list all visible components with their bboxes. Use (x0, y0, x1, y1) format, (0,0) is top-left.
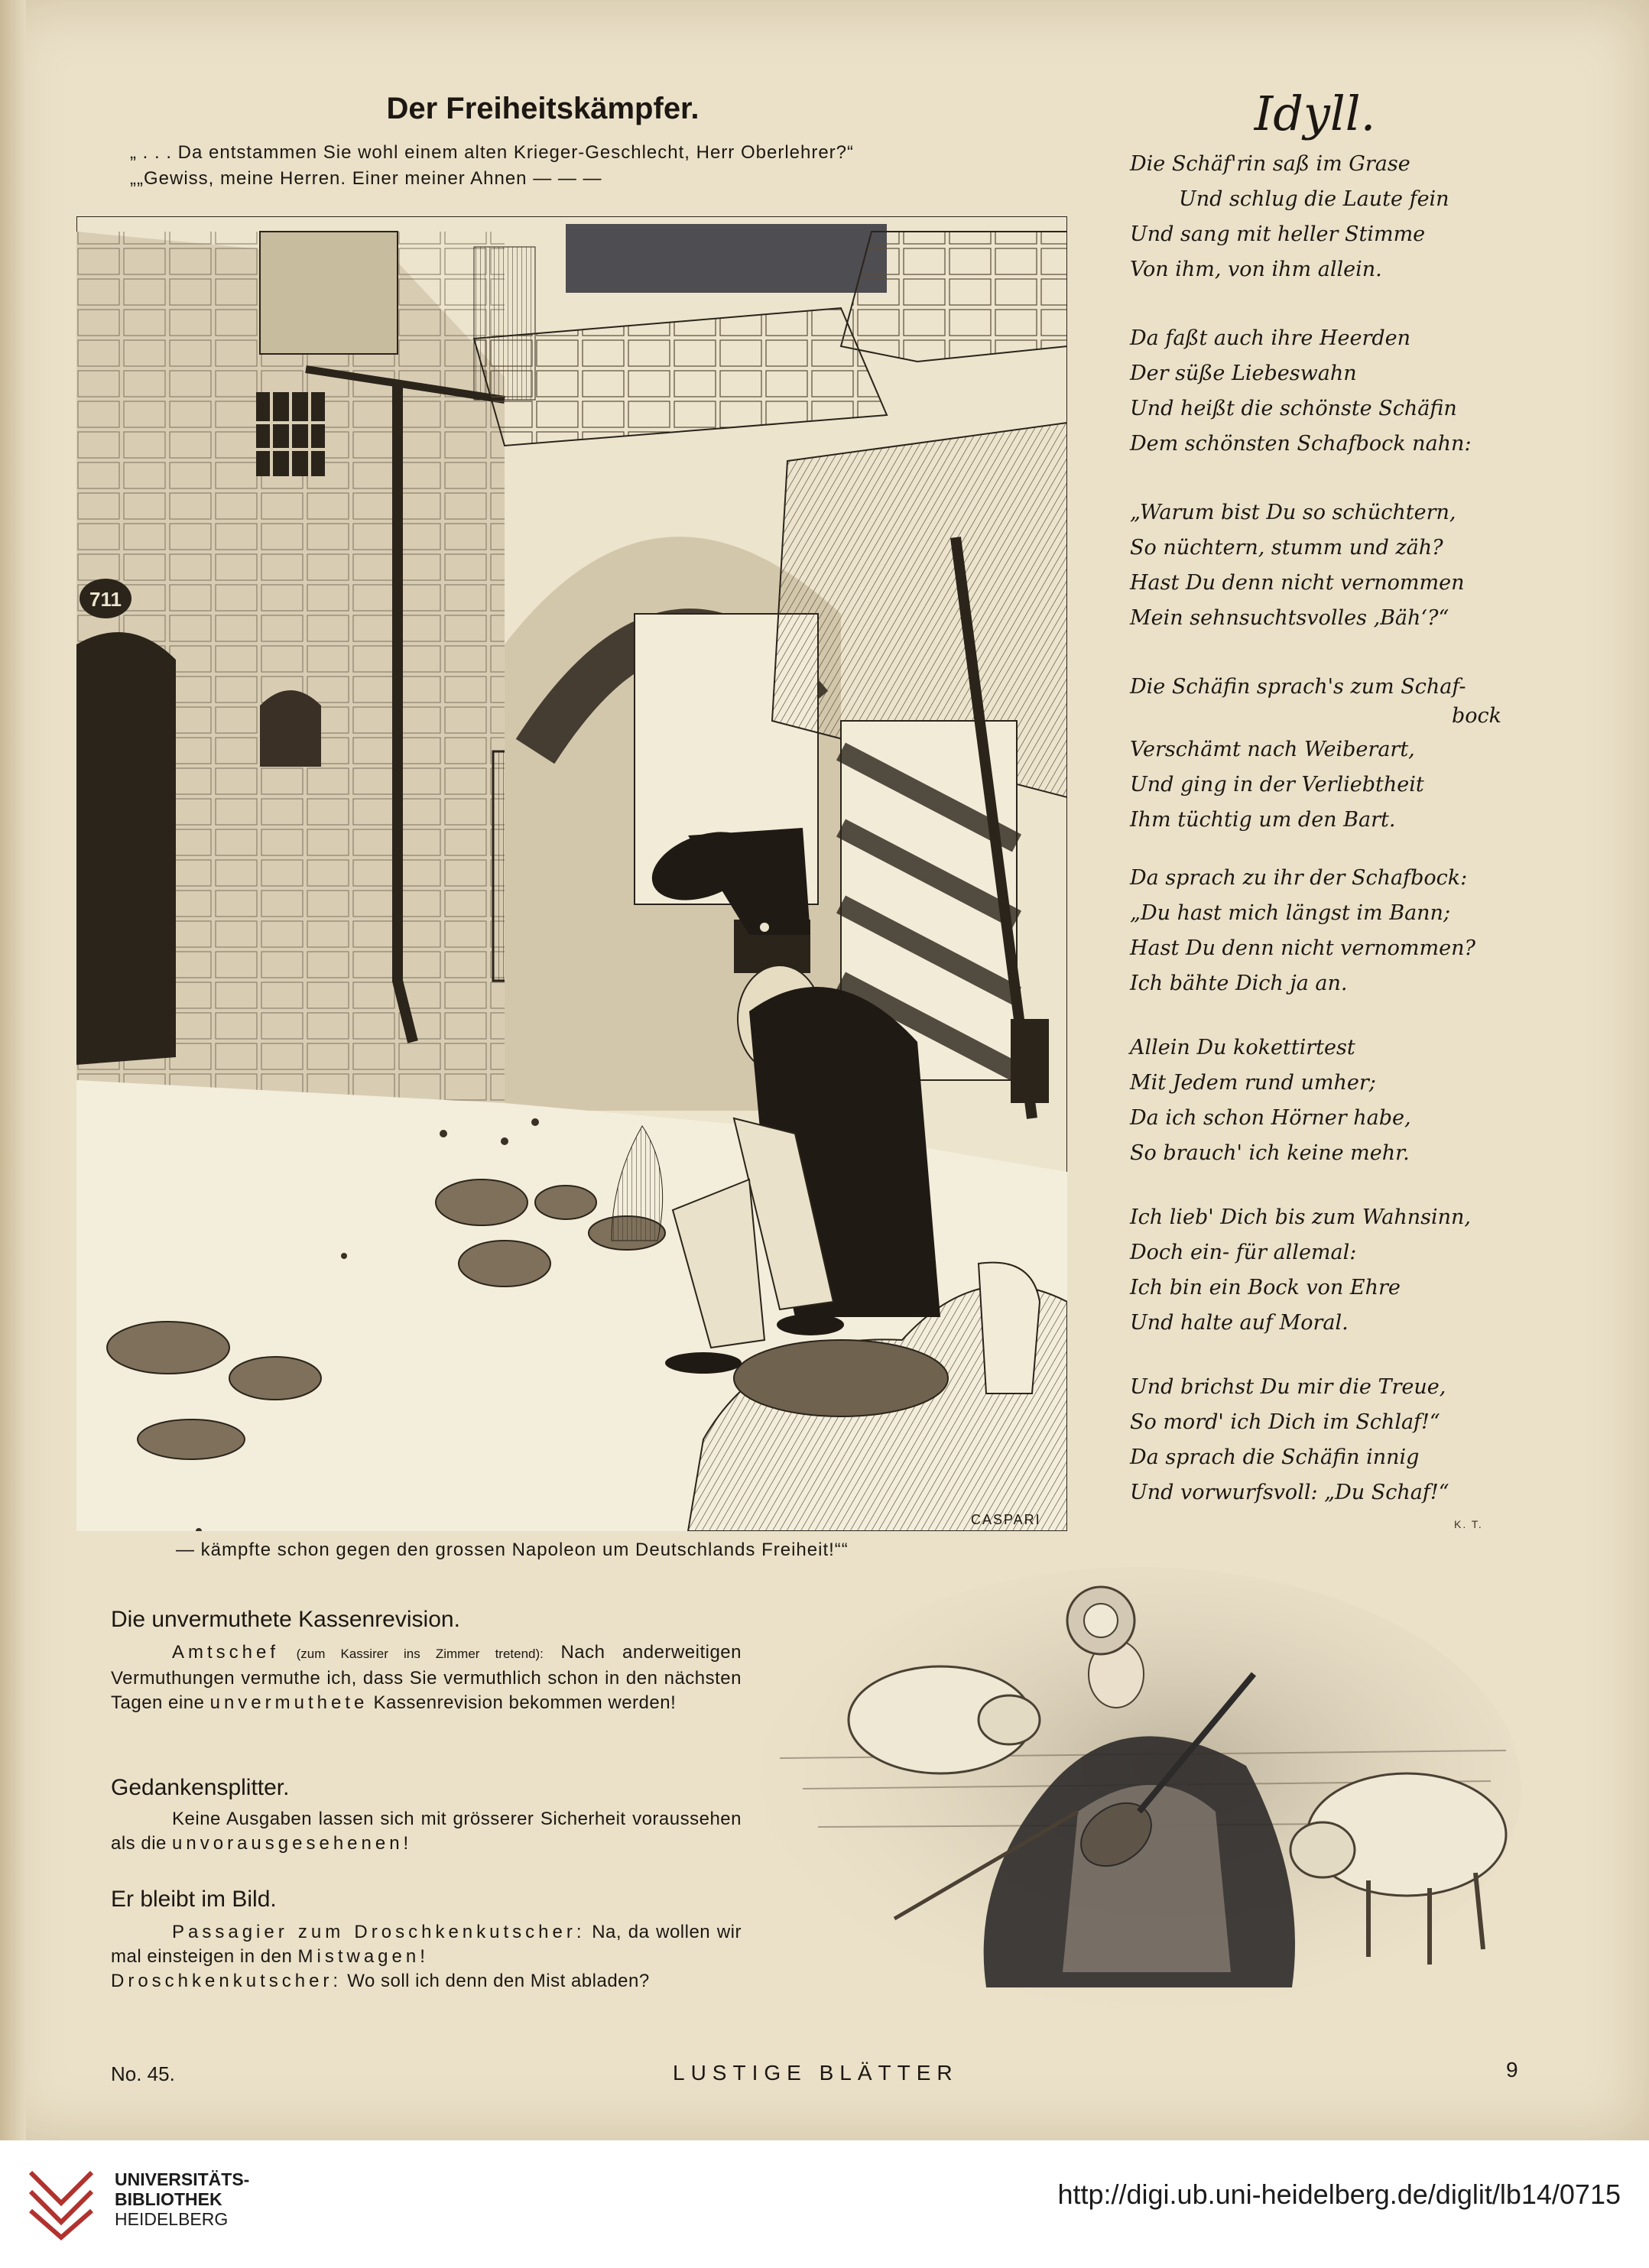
body-text: Keine Ausgaben lassen sich mit grösserer Sicherheit voraussehen als die (111, 1809, 742, 1854)
body-text: Nach anderweitigen Vermuthungen vermuthe ich, dass Sie vermuthlich schon in den nächsten Tagen eine (111, 1642, 742, 1713)
section-heading: Er bleibt im Bild. (111, 1887, 277, 1912)
poem-line: Die Schäf'rin saß im Grase (1130, 152, 1410, 176)
poem-line: Und brichst Du mir die Treue, (1130, 1375, 1446, 1399)
cartoon-dialog-line-1: „ . . . Da entstammen Sie wohl einem alten Krieger-Geschlecht, Herr Oberlehrer?“ (130, 142, 855, 163)
poem-line: Ich lieb' Dich bis zum Wahnsinn, (1130, 1205, 1471, 1229)
emphasis: unvermuthete (209, 1692, 368, 1713)
poem-line: Da sprach zu ihr der Schafbock: (1130, 866, 1468, 890)
cartoon-dialog-line-2: „„Gewiss, meine Herren. Einer meiner Ahnen — — — (130, 168, 602, 189)
poem-line: Dem schönsten Schafbock nahn: (1130, 432, 1472, 456)
speaker-label: Droschkenkutscher: (111, 1971, 342, 1991)
poem-line: Ihm tüchtig um den Bart. (1130, 808, 1396, 832)
poem-line: Verschämt nach Weiberart, (1130, 738, 1415, 761)
poem-line: Und ging in der Verliebtheit (1130, 773, 1424, 797)
poem-line: Ich bin ein Bock von Ehre (1130, 1276, 1401, 1299)
poem-stanza-6 (1130, 1030, 1512, 1171)
section-heading: Die unvermuthete Kassenrevision. (111, 1607, 460, 1632)
page-number: 9 (1506, 2058, 1518, 2081)
poem-line: So brauch' ich keine mehr. (1130, 1141, 1410, 1165)
library-name (115, 2169, 298, 2229)
poem-line: So nüchtern, stumm und zäh? (1130, 536, 1443, 560)
section-body (111, 1640, 742, 1715)
poem-stanza-1 (1130, 147, 1512, 287)
poem-stanza-4 (1130, 670, 1512, 838)
poem-line: Da ich schon Hörner habe, (1130, 1106, 1411, 1130)
shepherdess-illustration (757, 1559, 1529, 2026)
poem-line: Allein Du kokettirtest (1130, 1036, 1355, 1059)
library-name-line: UNIVERSITÄTS- (115, 2169, 250, 2189)
journal-title: LUSTIGE BLÄTTER (673, 2061, 959, 2085)
cartoon-title: Der Freiheitskämpfer. (386, 92, 700, 125)
poem-author-initials: K. T. (1454, 1518, 1483, 1530)
poem-line: „Du hast mich längst im Bann; (1130, 901, 1451, 925)
body-text: Na, da wollen wir mal einsteigen in den (111, 1922, 742, 1967)
poem-line: Da faßt auch ihre Heerden (1130, 326, 1411, 350)
house-number: 711 (89, 588, 122, 611)
poem-stanza-3 (1130, 495, 1512, 636)
poem-line: Und halte auf Moral. (1130, 1311, 1349, 1335)
permalink-url[interactable]: http://digi.ub.uni-heidelberg.de/diglit/lb14/0715 (1057, 2179, 1621, 2210)
poem-line: Doch ein- für allemal: (1130, 1241, 1357, 1264)
poem-line: Der süße Liebeswahn (1130, 362, 1357, 385)
poem-line: Und vorwurfsvoll: „Du Schaf!“ (1130, 1481, 1449, 1504)
poem-stanza-8 (1130, 1370, 1512, 1510)
freiheitskaempfer-illustration (76, 216, 1067, 1531)
poem-line: Hast Du denn nicht vernommen? (1130, 936, 1475, 960)
library-logo-icon (23, 2157, 99, 2241)
poem-line: Und heißt die schönste Schäfin (1130, 397, 1457, 420)
section-body (111, 1920, 742, 1994)
poem-line: Die Schäfin sprach's zum Schaf- (1130, 675, 1466, 699)
poem-stanza-2 (1130, 321, 1512, 462)
poem-line: Hast Du denn nicht vernommen (1130, 571, 1465, 595)
poem-line: So mord' ich Dich im Schlaf!“ (1130, 1410, 1440, 1434)
poem-line: Mein sehnsuchtsvolles ‚Bäh‘?“ (1130, 606, 1449, 630)
emphasis: unvorausgesehenen! (172, 1833, 413, 1854)
poem-line: Da sprach die Schäfin innig (1130, 1445, 1420, 1469)
speaker-label: Passagier zum Droschkenkutscher: (172, 1922, 586, 1942)
poem-title: Idyll. (1254, 86, 1376, 141)
poem-line: bock (1451, 704, 1501, 728)
issue-number: No. 45. (111, 2062, 175, 2085)
section-body (111, 1807, 742, 1856)
section-heading: Gedankensplitter. (111, 1775, 290, 1800)
library-name-line: BIBLIOTHEK (115, 2189, 222, 2209)
cartoon-caption: — kämpfte schon gegen den grossen Napoleon um Deutschlands Freiheit!““ (176, 1540, 849, 1560)
speaker-label: Amtschef (172, 1642, 280, 1663)
body-text: Kassenrevision bekommen werden! (373, 1692, 677, 1713)
poem-line: Von ihm, von ihm allein. (1130, 258, 1382, 281)
stage-direction: (zum Kassirer ins Zimmer tretend): (296, 1647, 544, 1661)
poem-line: „Warum bist Du so schüchtern, (1130, 501, 1456, 524)
body-text: Wo soll ich denn den Mist abladen? (347, 1971, 650, 1991)
poem-line: Und schlug die Laute fein (1179, 187, 1449, 211)
poem-line: Ich bähte Dich ja an. (1130, 972, 1348, 995)
illustrator-signature: CASPARI (971, 1512, 1041, 1527)
poem-line: Und sang mit heller Stimme (1130, 222, 1426, 246)
emphasis: Mistwagen! (297, 1946, 429, 1967)
poem-line: Mit Jedem rund umher; (1130, 1071, 1376, 1095)
poem-stanza-7 (1130, 1200, 1512, 1341)
poem-stanza-5 (1130, 861, 1512, 1001)
library-name-line: HEIDELBERG (115, 2209, 229, 2229)
